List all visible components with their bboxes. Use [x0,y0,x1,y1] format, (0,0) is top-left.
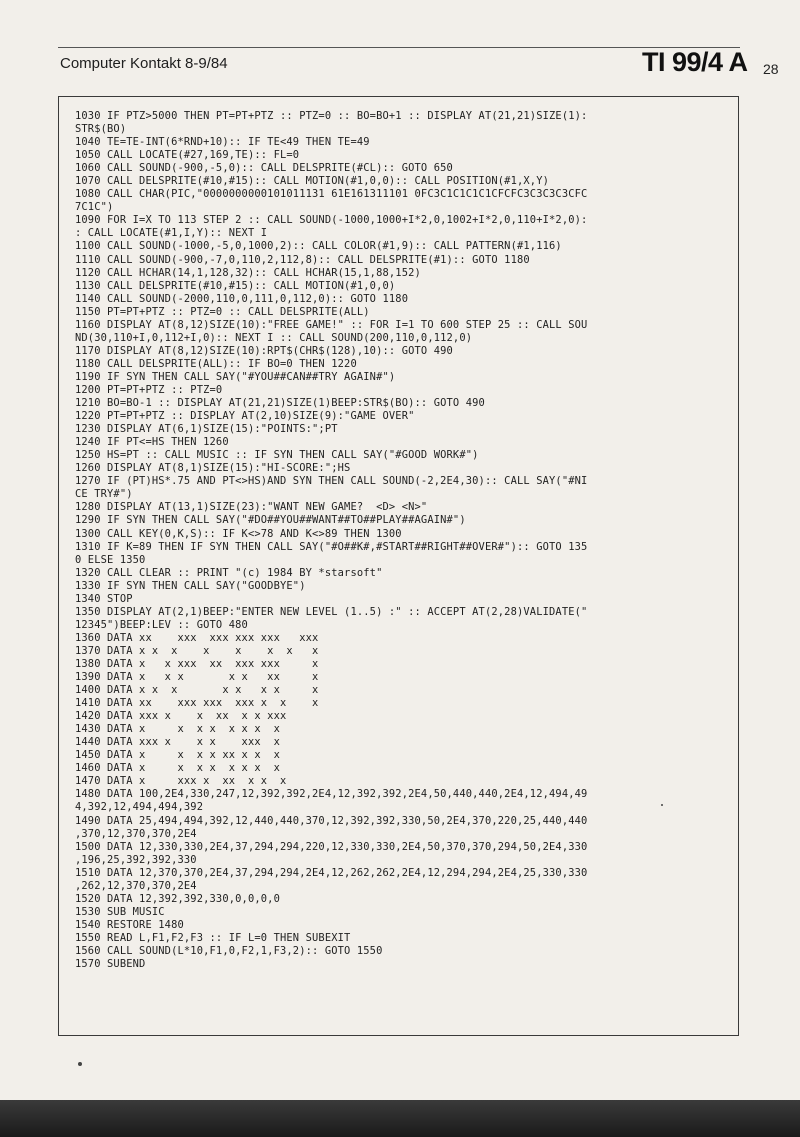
listing-line: 1380 DATA x x xxx xx xxx xxx x [75,657,319,670]
listing-line: 1120 CALL HCHAR(14,1,128,32):: CALL HCHAR(15,1,88,152) [75,266,421,279]
listing-line: 1180 CALL DELSPRITE(ALL):: IF BO=0 THEN 1220 [75,357,357,370]
listing-line: 1270 IF (PT)HS*.75 AND PT<>HS)AND SYN THEN CALL SOUND(-2,2E4,30):: CALL SAY("#NI [75,475,588,488]
listing-line: 1350 DISPLAY AT(2,1)BEEP:"ENTER NEW LEVEL (1..5) :" :: ACCEPT AT(2,28)VALIDATE(" [75,605,588,618]
listing-line: 1510 DATA 12,370,370,2E4,37,294,294,2E4,12,262,262,2E4,12,294,294,2E4,25,330,330 [75,866,588,879]
listing-line: STR$(BO) [75,123,127,136]
listing-line: ,262,12,370,370,2E4 [75,879,197,892]
listing-line: 1050 CALL LOCATE(#27,169,TE):: FL=0 [75,149,300,162]
print-speck [78,1062,82,1066]
scan-shadow [0,1100,800,1137]
listing-line: 1090 FOR I=X TO 113 STEP 2 :: CALL SOUND(-1000,1000+I*2,0,1002+I*2,0,110+I*2,0): [75,214,588,227]
listing-line: CE TRY#") [75,488,133,501]
listing-line: ,196,25,392,392,330 [75,853,197,866]
listing-line: 1460 DATA x x x x x x x x [75,762,280,775]
listing-line: : CALL LOCATE(#1,I,Y):: NEXT I [75,227,268,240]
listing-line: 1560 CALL SOUND(L*10,F1,0,F2,1,F3,2):: GOTO 1550 [75,945,383,957]
listing-line: 1330 IF SYN THEN CALL SAY("GOODBYE") [75,579,306,592]
listing-line: 1280 DISPLAY AT(13,1)SIZE(23):"WANT NEW GAME? <D> <N>" [75,501,428,514]
listing-line: 1430 DATA x x x x x x x x [75,723,280,736]
listing-line: 1260 DISPLAY AT(8,1)SIZE(15):"HI-SCORE:";HS [75,462,351,475]
listing-line: 1360 DATA xx xxx xxx xxx xxx xxx [75,631,319,644]
page-number: 28 [763,61,779,77]
header-rule [58,47,740,48]
listing-line: 1220 PT=PT+PTZ :: DISPLAY AT(2,10)SIZE(9):"GAME OVER" [75,410,415,423]
listing-line: 1310 IF K=89 THEN IF SYN THEN CALL SAY("#O##K#,#START##RIGHT##OVER#"):: GOTO 135 [75,540,588,553]
listing-line: 1450 DATA x x x x xx x x x [75,749,280,762]
listing-line: 1190 IF SYN THEN CALL SAY("#YOU##CAN##TRY AGAIN#") [75,370,396,383]
listing-line: 1160 DISPLAY AT(8,12)SIZE(10):"FREE GAME!" :: FOR I=1 TO 600 STEP 25 :: CALL SOU [75,318,588,331]
listing-line: 1290 IF SYN THEN CALL SAY("#DO##YOU##WANT##TO##PLAY##AGAIN#") [75,514,466,527]
listing-line: 1080 CALL CHAR(PIC,"0000000000101011131 61E161311101 0FC3C1C1C1C1CFCFC3C3C3C3CFC [75,188,588,201]
listing-line: 1240 IF PT<=HS THEN 1260 [75,436,229,449]
listing-line: 1470 DATA x xxx x xx x x x [75,775,287,788]
listing-line: 1550 READ L,F1,F2,F3 :: IF L=0 THEN SUBEXIT [75,931,351,944]
listing-line: 4,392,12,494,494,392 [75,801,204,814]
listing-line: 1390 DATA x x x x x xx x [75,671,319,684]
listing-line: 1540 RESTORE 1480 [75,918,184,931]
listing-line: 1480 DATA 100,2E4,330,247,12,392,392,2E4,12,392,392,2E4,50,440,440,2E4,12,494,49 [75,788,588,801]
listing-line: 1420 DATA xxx x x xx x x xxx [75,710,287,723]
listing-line: 1210 BO=BO-1 :: DISPLAY AT(21,21)SIZE(1)BEEP:STR$(BO):: GOTO 490 [75,397,485,410]
listing-line: 1440 DATA xxx x x x xxx x [75,736,280,749]
listing-line: 1320 CALL CLEAR :: PRINT "(c) 1984 BY *starsoft" [75,566,383,579]
listing-line: 1040 TE=TE-INT(6*RND+10):: IF TE<49 THEN TE=49 [75,136,370,149]
listing-line: ND(30,110+I,0,112+I,0):: NEXT I :: CALL SOUND(200,110,0,112,0) [75,331,473,344]
listing-line: 1300 CALL KEY(0,K,S):: IF K<>78 AND K<>89 THEN 1300 [75,527,402,540]
listing-line: 1520 DATA 12,392,392,330,0,0,0,0 [75,892,280,905]
listing-line: 1230 DISPLAY AT(6,1)SIZE(15):"POINTS:";PT [75,423,338,436]
listing-line: 1110 CALL SOUND(-900,-7,0,110,2,112,8):: CALL DELSPRITE(#1):: GOTO 1180 [75,253,530,266]
listing-line: 1140 CALL SOUND(-2000,110,0,111,0,112,0):: GOTO 1180 [75,292,409,305]
listing-line: 1030 IF PTZ>5000 THEN PT=PT+PTZ :: PTZ=0 :: BO=BO+1 :: DISPLAY AT(21,21)SIZE(1): [75,110,588,122]
listing-line: 1130 CALL DELSPRITE(#10,#15):: CALL MOTION(#1,0,0) [75,279,396,292]
listing-line: 1410 DATA xx xxx xxx xxx x x x [75,697,319,710]
listing-line: 1370 DATA x x x x x x x x [75,644,319,657]
listing-line: 1530 SUB MUSIC [75,905,165,918]
listing-line: 1060 CALL SOUND(-900,-5,0):: CALL DELSPRITE(#CL):: GOTO 650 [75,162,453,175]
listing-line: 1340 STOP [75,592,133,605]
system-title: TI 99/4 A [642,47,748,77]
listing-line: 1400 DATA x x x x x x x x [75,684,319,697]
print-speck [661,804,663,806]
listing-line: 7C1C") [75,201,114,214]
listing-line: 1150 PT=PT+PTZ :: PTZ=0 :: CALL DELSPRITE(ALL) [75,305,370,318]
listing-line: 1570 SUBEND [75,958,146,971]
listing-line: 1200 PT=PT+PTZ :: PTZ=0 [75,383,223,396]
magazine-title: Computer Kontakt 8-9/84 [60,55,228,72]
basic-listing [75,110,745,971]
listing-line: 1070 CALL DELSPRITE(#10,#15):: CALL MOTION(#1,0,0):: CALL POSITION(#1,X,Y) [75,175,550,188]
listing-line: 12345")BEEP:LEV :: GOTO 480 [75,618,248,631]
listing-line: 1500 DATA 12,330,330,2E4,37,294,294,220,12,330,330,2E4,50,370,370,294,50,2E4,330 [75,840,588,853]
listing-line: ,370,12,370,370,2E4 [75,827,197,840]
listing-line: 1490 DATA 25,494,494,392,12,440,440,370,12,392,392,330,50,2E4,370,220,25,440,440 [75,814,588,827]
listing-line: 1170 DISPLAY AT(8,12)SIZE(10):RPT$(CHR$(128),10):: GOTO 490 [75,344,453,357]
listing-line: 1250 HS=PT :: CALL MUSIC :: IF SYN THEN CALL SAY("#GOOD WORK#") [75,449,479,462]
listing-line: 1100 CALL SOUND(-1000,-5,0,1000,2):: CALL COLOR(#1,9):: CALL PATTERN(#1,116) [75,240,562,253]
listing-line: 0 ELSE 1350 [75,553,146,566]
